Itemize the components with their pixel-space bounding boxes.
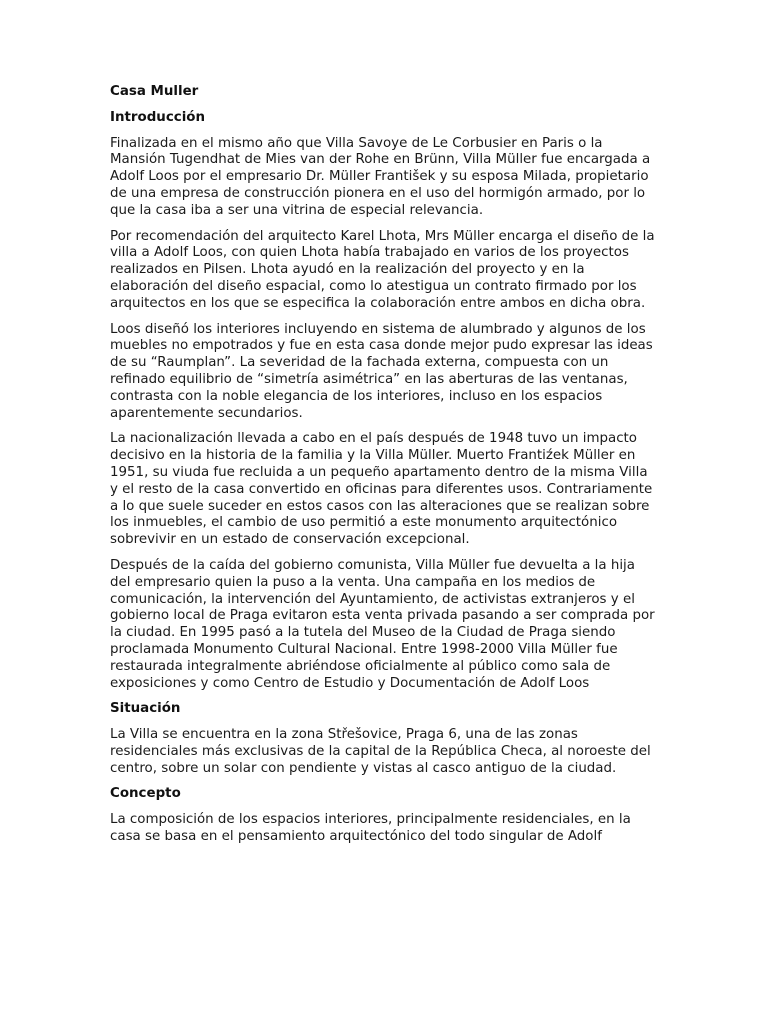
paragraph: Loos diseñó los interiores incluyendo en sistema de alumbrado y algunos de los muebles no empotrados y fue en esta casa donde mejor pudo expresar las ideas de su “Raumplan”. La severidad de la fachada externa, compuesta con un refinado equilibrio de “simetría asimétrica” en las aberturas de las ventanas, contrasta con la noble elegancia de los interiores, incluso en los espacios aparentemente secundarios. bbox=[110, 321, 653, 421]
section-heading-introduccion: Introducción bbox=[110, 109, 206, 125]
document-page bbox=[110, 84, 658, 855]
paragraph: Por recomendación del arquitecto Karel Lhota, Mrs Müller encarga el diseño de la villa a Adolf Loos, con quien Lhota había trabajado en varios de los proyectos realizados en Pilsen. Lhota ayudó en la realización del proyecto y en la elaboración del diseño espacial, como lo atestigua un contrato firmado por los arquitectos en los que se especifica la colaboración entre ambos en dicha obra. bbox=[110, 228, 655, 311]
section-heading-concepto: Concepto bbox=[110, 786, 181, 802]
paragraph: La nacionalización llevada a cabo en el país después de 1948 tuvo un impacto decisivo en la historia de la familia y la Villa Müller. Muerto Frantiźek Müller en 1951, su viuda fue recluida a un pequeño apartamento dentro de la misma Villa y el resto de la casa convertido en oficinas para diferentes usos. Contrariamente a lo que suele suceder en estos casos con las alteraciones que se realizan sobre los inmuebles, el cambio de uso permitió a este monumento arquitectónico sobrevivir en un estado de conservación excepcional. bbox=[110, 431, 653, 548]
section-heading-situacion: Situación bbox=[110, 701, 181, 717]
paragraph: Después de la caída del gobierno comunista, Villa Müller fue devuelta a la hija del empresario quien la puso a la venta. Una campaña en los medios de comunicación, la intervención del Ayuntamiento, de activistas extranjeros y el gobierno local de Praga evitaron esta venta privada pasando a ser comprada por la ciudad. En 1995 pasó a la tutela del Museo de la Ciudad de Praga siendo proclamada Monumento Cultural Nacional. Entre 1998-2000 Villa Müller fue restaurada integralmente abriéndose oficialmente al público como sala de exposiciones y como Centro de Estudio y Documentación de Adolf Loos bbox=[110, 557, 655, 691]
paragraph: Finalizada en el mismo año que Villa Savoye de Le Corbusier en Paris o la Mansión Tugendhat de Mies van der Rohe en Brünn, Villa Müller fue encargada a Adolf Loos por el empresario Dr. Müller František y su esposa Milada, propietario de una empresa de construcción pionera en el uso del hormigón armado, por lo que la casa iba a ser una vitrina de especial relevancia. bbox=[110, 135, 651, 218]
document-title: Casa Muller bbox=[110, 84, 199, 99]
paragraph: La composición de los espacios interiores, principalmente residenciales, en la casa se basa en el pensamiento arquitectónico del todo singular de Adolf bbox=[110, 812, 631, 845]
paragraph: La Villa se encuentra en la zona Střešovice, Praga 6, una de las zonas residenciales más exclusivas de la capital de la República Checa, al noroeste del centro, sobre un solar con pendiente y vistas al casco antiguo de la ciudad. bbox=[110, 727, 651, 776]
